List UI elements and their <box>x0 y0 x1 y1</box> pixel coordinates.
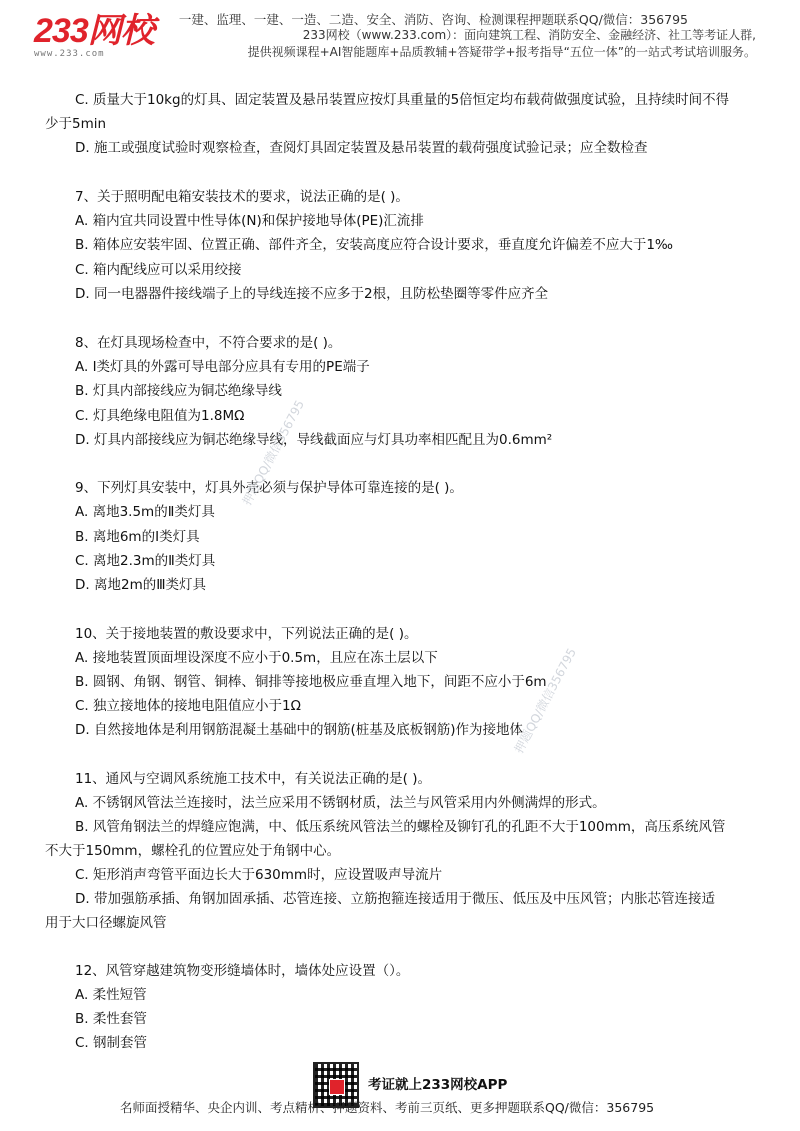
option-line: B. 离地6m的Ⅰ类灯具 <box>75 529 200 545</box>
option-line: D. 同一电器器件接线端子上的导线连接不应多于2根，且防松垫圈等零件应齐全 <box>75 286 549 302</box>
option-line: B. 圆钢、角钢、钢管、铜棒、铜排等接地极应垂直埋入地下，间距不应小于6m <box>75 674 547 690</box>
page-header <box>0 0 800 60</box>
qr-logo-badge <box>329 1079 345 1095</box>
option-line: A. 离地3.5m的Ⅱ类灯具 <box>75 504 215 520</box>
option-line-continuation: 用于大口径螺旋风管 <box>45 915 167 931</box>
option-line: A. 接地装置顶面埋设深度不应小于0.5m，且应在冻土层以下 <box>75 650 438 666</box>
option-line-continuation: 不大于150mm，螺栓孔的位置应处于角钢中心。 <box>45 843 341 859</box>
option-line: A. Ⅰ类灯具的外露可导电部分应具有专用的PE端子 <box>75 359 370 375</box>
option-line: C. 离地2.3m的Ⅱ类灯具 <box>75 553 216 569</box>
question-stem: 11、通风与空调风系统施工技术中，有关说法正确的是( )。 <box>75 771 432 787</box>
option-line: B. 灯具内部接线应为铜芯绝缘导线 <box>75 383 282 399</box>
option-line: D. 自然接地体是利用钢筋混凝土基础中的钢筋(桩基及底板钢筋)作为接地体 <box>75 722 524 738</box>
page-footer <box>0 1058 800 1131</box>
option-line: C. 灯具绝缘电阻值为1.8MΩ <box>75 408 245 424</box>
option-line: A. 柔性短管 <box>75 987 147 1003</box>
header-intro-line: 233网校（www.233.com）：面向建筑工程、消防安全、金融经济、社工等考证人群, <box>302 28 756 42</box>
option-line-continuation: 少于5min <box>45 116 107 132</box>
option-line: D. 灯具内部接线应为铜芯绝缘导线，导线截面应与灯具功率相匹配且为0.6mm² <box>75 432 553 448</box>
option-line: C. 独立接地体的接地电阻值应小于1Ω <box>75 698 301 714</box>
question-stem: 10、关于接地装置的敷设要求中，下列说法正确的是( )。 <box>75 626 418 642</box>
header-contact-line: 一建、监理、一建、一造、二造、安全、消防、咨询、检测课程押题联系QQ/微信：356795 <box>178 12 688 27</box>
option-line: D. 离地2m的Ⅲ类灯具 <box>75 577 207 593</box>
question-stem: 7、关于照明配电箱安装技术的要求，说法正确的是( )。 <box>75 189 409 205</box>
logo-subtext: www.233.com <box>34 49 105 59</box>
option-line: A. 箱内宜共同设置中性导体(N)和保护接地导体(PE)汇流排 <box>75 213 424 229</box>
option-line: B. 风管角钢法兰的焊缝应饱满，中、低压系统风管法兰的螺栓及铆钉孔的孔距不大于100mm，高压系统风管 <box>75 819 726 835</box>
option-line: C. 箱内配线应可以采用绞接 <box>75 262 242 278</box>
brand-logo <box>34 14 154 59</box>
option-line: B. 箱体应安装牢固、位置正确、部件齐全，安装高度应符合设计要求，垂直度允许偏差不应大于1‰ <box>75 237 674 253</box>
question-stem: 8、在灯具现场检查中，不符合要求的是( )。 <box>75 335 342 351</box>
option-line: C. 质量大于10kg的灯具、固定装置及悬吊装置应按灯具重量的5倍恒定均布载荷做强度试验，且持续时间不得 <box>75 92 730 108</box>
diagonal-watermark: 押题QQ/微信356795 <box>511 645 579 756</box>
option-line: C. 钢制套管 <box>75 1035 148 1051</box>
option-line: B. 柔性套管 <box>75 1011 147 1027</box>
logo-text: 233网校 <box>34 12 154 50</box>
question-stem: 12、风管穿越建筑物变形缝墙体时，墙体处应设置（）。 <box>75 963 410 979</box>
header-service-line: 提供视频课程+AI智能题库+品质教辅+答疑带学+报考指导“五位一体”的一站式考试培训服务。 <box>247 45 756 59</box>
footer-promo-line: 名师面授精华、央企内训、考点精析、押题资料、考前三页纸、更多押题联系QQ/微信：356795 <box>120 1100 655 1115</box>
footer-slogan: 考证就上233网校APP <box>368 1077 508 1093</box>
option-line: D. 带加强筋承插、角钢加固承插、芯管连接、立筋抱箍连接适用于微压、低压及中压风管；内胀芯管连接适 <box>75 891 715 907</box>
option-line: A. 不锈钢风管法兰连接时，法兰应采用不锈钢材质，法兰与风管采用内外侧满焊的形式。 <box>75 795 606 811</box>
option-line: C. 矩形消声弯管平面边长大于630mm时，应设置吸声导流片 <box>75 867 443 883</box>
question-stem: 9、下列灯具安装中，灯具外壳必须与保护导体可靠连接的是( )。 <box>75 480 463 496</box>
option-line: D. 施工或强度试验时观察检查，查阅灯具固定装置及悬吊装置的载荷强度试验记录；应全数检查 <box>75 140 648 156</box>
diagonal-watermark: 押题QQ/微信356795 <box>239 397 307 508</box>
